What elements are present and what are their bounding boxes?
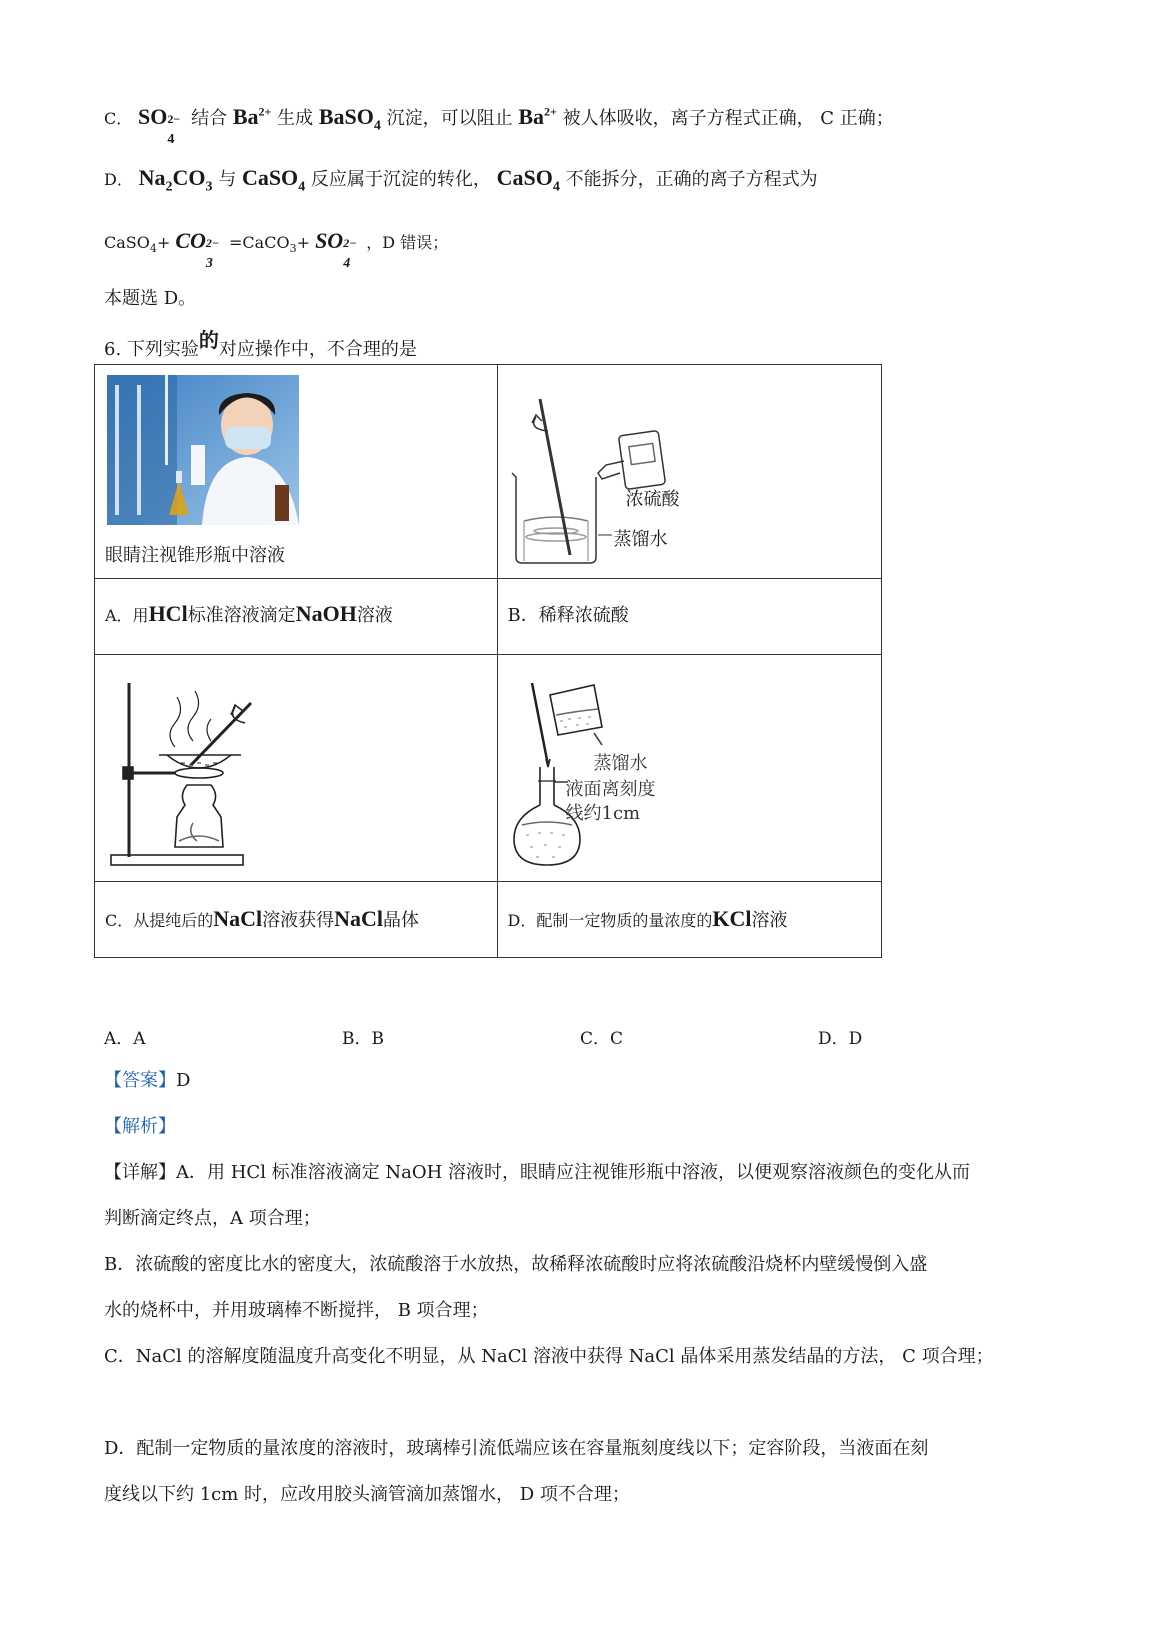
calcium-sulfate: CaSO$_4$	[241, 165, 306, 195]
cell-c-figure	[95, 655, 498, 882]
label-distilled-water: 蒸馏水	[613, 529, 668, 550]
question-6: 6. 下列实验的对应操作中，不合理的是	[104, 330, 417, 360]
label-meniscus-line2: 线约1cm	[565, 803, 641, 824]
detail-p4a: D．配制一定物质的量浓度的溶液时，玻璃棒引流低端应该在容量瓶刻度线以下；定容阶段，当液面在刻	[104, 1438, 929, 1459]
detail-p4b: 度线以下约 1cm 时，应改用胶头滴管滴加蒸馏水， D 项不合理；	[104, 1484, 630, 1505]
detail-p2b: 水的烧杯中，并用玻璃棒不断搅拌， B 项合理；	[104, 1300, 489, 1321]
label-meniscus-line1: 液面离刻度	[565, 779, 656, 800]
line-c	[104, 104, 894, 147]
answer-tag: 【答案】	[104, 1070, 176, 1091]
cell-d-figure	[497, 655, 882, 882]
detail-p3: C．NaCl 的溶解度随温度升高变化不明显，从 NaCl 溶液中获得 NaCl 晶体采用蒸发结晶的方法， C 项合理；	[104, 1346, 994, 1367]
barium-sulfate: BaSO$_4$	[318, 104, 381, 134]
evaporation-diagram	[95, 655, 495, 881]
photo-caption: 眼睛注视锥形瓶中溶液	[105, 545, 285, 566]
detail-p1a: 【详解】A．用 HCl 标准溶液滴定 NaOH 溶液时，眼睛应注视锥形瓶中溶液，以便观察溶液颜色的变化从而	[104, 1162, 971, 1183]
choice-b[interactable]: B．B	[342, 1029, 384, 1049]
answer-value: D	[176, 1070, 191, 1091]
choice-d[interactable]: D．D	[818, 1029, 863, 1049]
text: 沉淀，可以阻止	[386, 108, 513, 129]
choice-a[interactable]: A．A	[104, 1029, 146, 1049]
detail-p1b: 判断滴定终点，A 项合理；	[104, 1208, 321, 1229]
line-d	[104, 165, 818, 195]
choice-c[interactable]: C．C	[580, 1029, 624, 1049]
analysis-tag: 【解析】	[104, 1116, 176, 1137]
carbonate-ion: CO 2− 3	[175, 228, 220, 271]
volumetric-flask-diagram	[498, 655, 878, 881]
row-a-caption: A．用HCl标准溶液滴定NaOH溶液	[95, 579, 498, 655]
row-b-caption: B．稀释浓硫酸	[497, 579, 882, 655]
sulfate-ion: SO 2− 4	[315, 228, 357, 271]
barium-ion: $Ba^{2+}$	[232, 104, 272, 129]
row-c-caption: C．从提纯后的NaCl溶液获得NaCl晶体	[95, 882, 498, 958]
text: 生成	[277, 108, 314, 129]
cell-a-figure	[95, 365, 498, 579]
option-c-prefix: C．	[104, 109, 133, 128]
text: 不能拆分，正确的离子方程式为	[565, 169, 818, 190]
sodium-carbonate: $Na_2CO_3$	[138, 165, 213, 195]
option-d-prefix: D．	[104, 170, 133, 189]
answer-line	[104, 1066, 190, 1092]
titration-photo	[107, 375, 299, 525]
label-conc-acid: 浓硫酸	[625, 489, 680, 510]
text: 被人体吸收，离子方程式正确， C 正确；	[562, 108, 894, 129]
dilution-diagram	[498, 365, 878, 578]
experiment-table	[94, 364, 882, 958]
text: 与	[218, 169, 237, 190]
label-distilled-water: 蒸馏水	[593, 753, 648, 774]
ionic-equation: CaSO$_4$+ CO 2− 3 =CaCO$_3$+ SO 2− 4 ，D 错误；	[104, 228, 449, 271]
sulfate-ion: SO 2− 4	[137, 104, 181, 147]
choose-line: 本题选 D。	[104, 288, 197, 309]
detail-p2a: B．浓硫酸的密度比水的密度大，浓硫酸溶于水放热，故稀释浓硫酸时应将浓硫酸沿烧杯内壁缓慢倒入盛	[104, 1254, 928, 1275]
text: 反应属于沉淀的转化，	[310, 169, 491, 190]
cell-b-figure	[497, 365, 882, 579]
text: 结合	[191, 108, 228, 129]
calcium-sulfate: CaSO$_4$	[496, 165, 560, 195]
barium-ion: $Ba^{2+}$	[518, 104, 557, 129]
row-d-caption: D．配制一定物质的量浓度的KCl溶液	[497, 882, 882, 958]
